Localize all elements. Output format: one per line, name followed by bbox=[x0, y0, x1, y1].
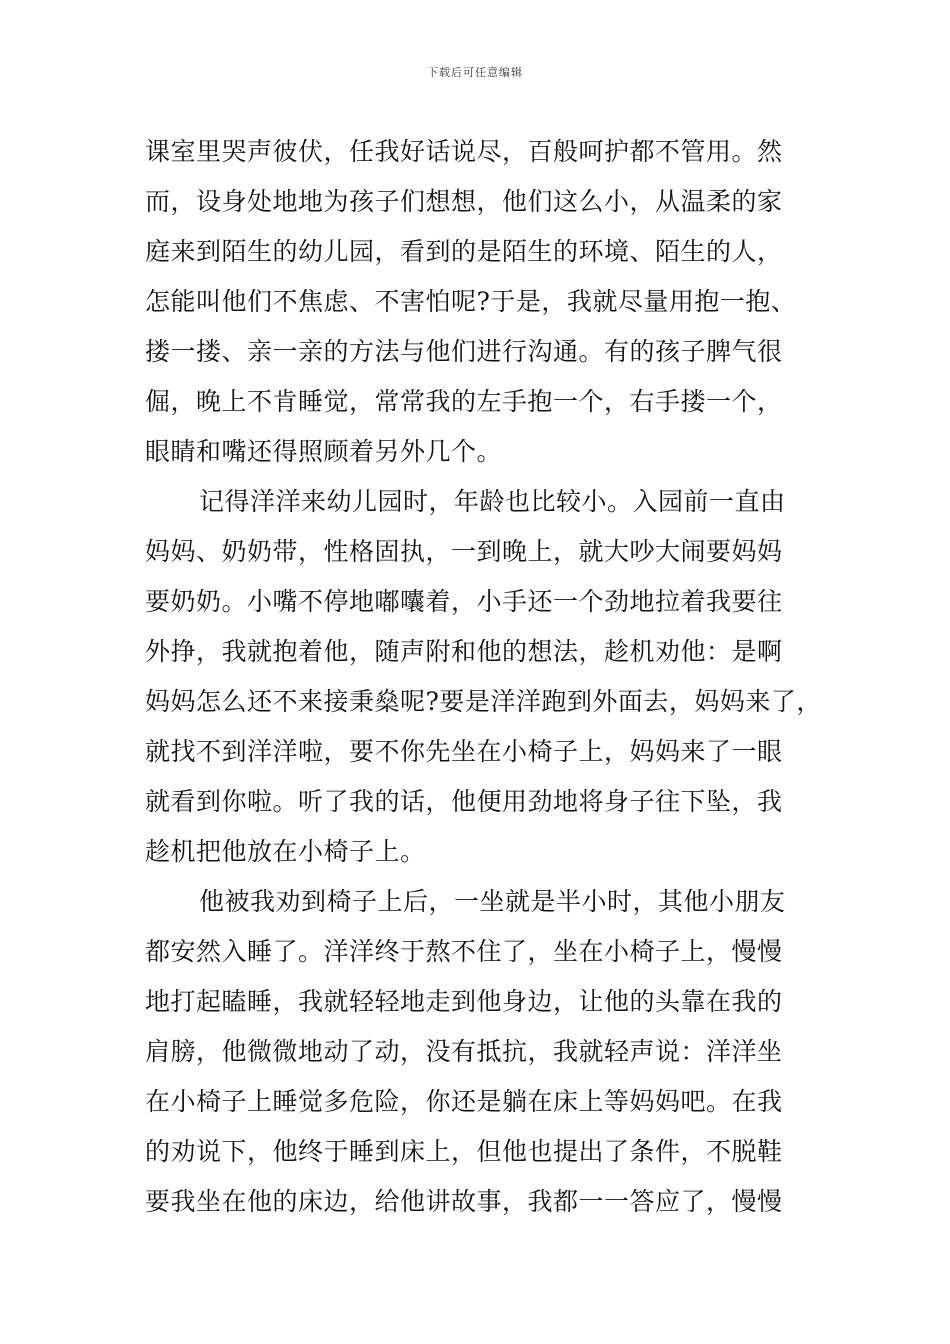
text-line: 都安然入睡了。洋洋终于熬不住了，坐在小椅子上，慢慢 bbox=[145, 937, 783, 966]
text-line: 的劝说下，他终于睡到床上，但他也提出了条件，不脱鞋 bbox=[145, 1137, 783, 1166]
paragraph-first-line: 记得洋洋来幼儿园时，年龄也比较小。入园前一直由 bbox=[199, 487, 786, 516]
text-line: 搂一搂、亲一亲的方法与他们进行沟通。有的孩子脾气很 bbox=[145, 337, 783, 366]
text-line: 趁机把他放在小椅子上。 bbox=[145, 837, 426, 866]
text-line: 倔，晚上不肯睡觉，常常我的左手抱一个，右手搂一个， bbox=[145, 387, 783, 416]
text-line: 庭来到陌生的幼儿园，看到的是陌生的环境、陌生的人， bbox=[145, 237, 783, 266]
text-line: 要奶奶。小嘴不停地嘟囔着，小手还一个劲地拉着我要往 bbox=[145, 587, 783, 616]
text-line: 在小椅子上睡觉多危险，你还是躺在床上等妈妈吧。在我 bbox=[145, 1087, 783, 1116]
text-line: 妈妈怎么还不来接秉燊呢?要是洋洋跑到外面去，妈妈来了， bbox=[145, 687, 822, 716]
text-line: 怎能叫他们不焦虑、不害怕呢?于是，我就尽量用抱一抱、 bbox=[145, 287, 797, 316]
text-line: 就看到你啦。听了我的话，他便用劲地将身子往下坠，我 bbox=[145, 787, 783, 816]
text-line: 外挣，我就抱着他，随声附和他的想法，趁机劝他：是啊 bbox=[145, 637, 783, 666]
text-line: 地打起瞌睡，我就轻轻地走到他身边，让他的头靠在我的 bbox=[145, 987, 783, 1016]
text-line: 眼睛和嘴还得照顾着另外几个。 bbox=[145, 437, 503, 466]
text-line: 就找不到洋洋啦，要不你先坐在小椅子上，妈妈来了一眼 bbox=[145, 737, 783, 766]
text-line: 肩膀，他微微地动了动，没有抵抗，我就轻声说：洋洋坐 bbox=[145, 1037, 783, 1066]
document-body bbox=[145, 127, 822, 1227]
text-line: 而，设身处地地为孩子们想想，他们这么小，从温柔的家 bbox=[145, 187, 783, 216]
text-line: 妈妈、奶奶带，性格固执，一到晚上，就大吵大闹要妈妈 bbox=[145, 537, 783, 566]
text-line: 课室里哭声彼伏，任我好话说尽，百般呵护都不管用。然 bbox=[145, 137, 783, 166]
paragraph-first-line: 他被我劝到椅子上后，一坐就是半小时，其他小朋友 bbox=[199, 887, 786, 916]
text-line: 要我坐在他的床边，给他讲故事，我都一一答应了，慢慢 bbox=[145, 1187, 783, 1216]
page-header: 下载后可任意编辑 bbox=[427, 66, 523, 79]
